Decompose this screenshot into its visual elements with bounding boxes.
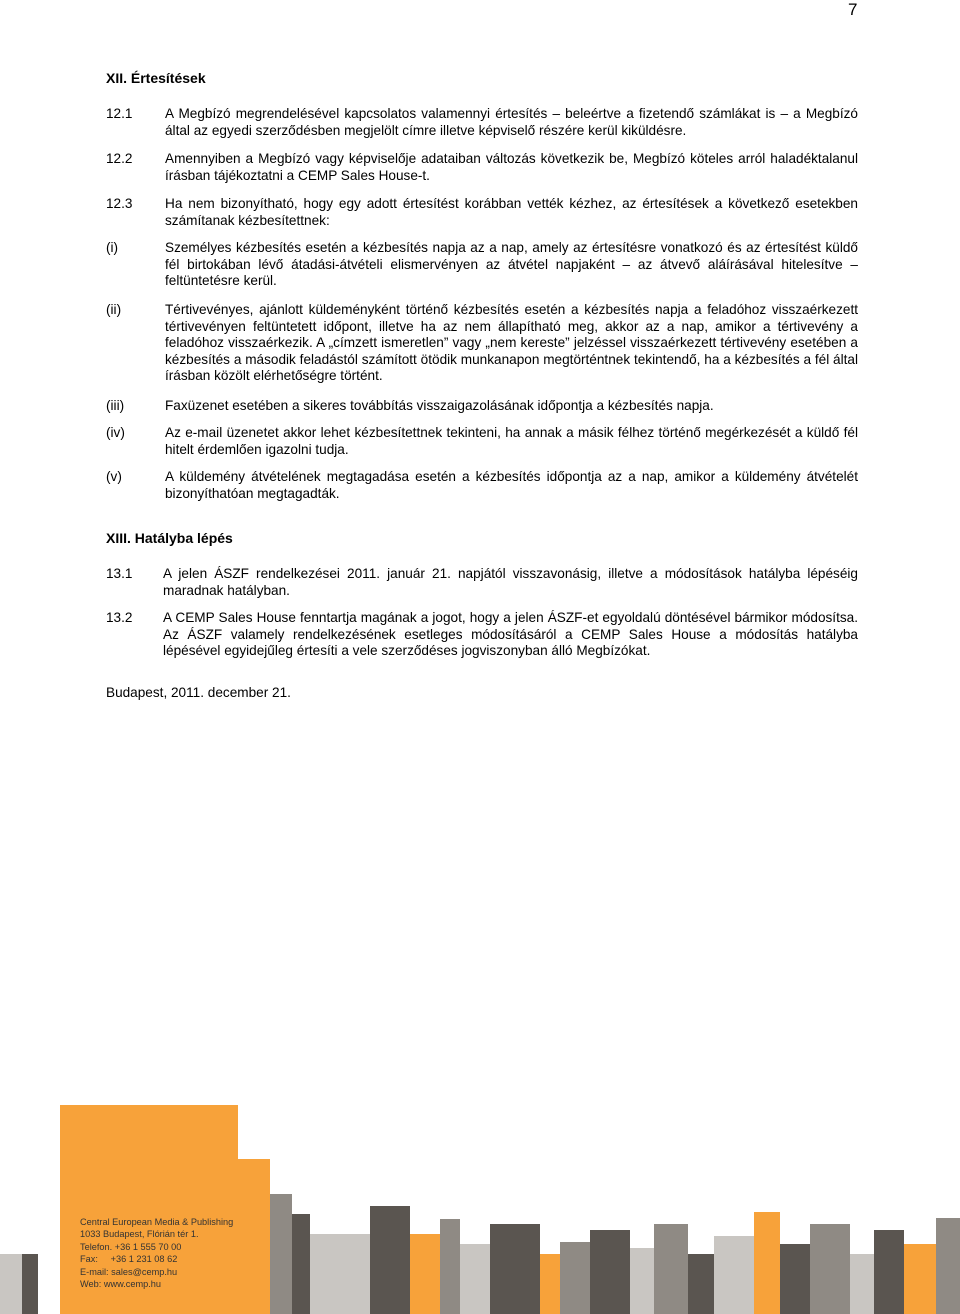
footer-company: Central European Media & Publishing <box>80 1217 234 1227</box>
subclause-iii <box>106 398 858 415</box>
footer-bar <box>590 1230 630 1314</box>
footer-bar <box>810 1224 850 1314</box>
footer-bar <box>440 1219 460 1314</box>
clause-number: 12.1 <box>106 106 133 121</box>
footer-bar <box>754 1212 780 1314</box>
footer-bar <box>936 1218 960 1314</box>
subclause-text: A küldemény átvételének megtagadása esetén a kézbesítés időpontja az a nap, amikor a küldemény átvételét bizonyíthatóan megtagadták. <box>165 469 858 501</box>
footer-bar <box>270 1194 292 1314</box>
footer-bar <box>560 1242 590 1314</box>
footer-bar <box>460 1244 490 1314</box>
footer-bar <box>630 1248 654 1314</box>
subclause-i <box>106 240 858 290</box>
footer-bar <box>654 1224 688 1314</box>
footer-contact <box>80 1216 233 1290</box>
subclause-number: (i) <box>106 240 119 255</box>
footer-phone: Telefon. +36 1 555 70 00 <box>80 1241 182 1252</box>
footer-bar <box>904 1244 936 1314</box>
clause-13-1 <box>106 566 858 599</box>
subclause-number: (v) <box>106 469 122 484</box>
subclause-text: Személyes kézbesítés esetén a kézbesítés napja az a nap, amely az értesítésre vonatkozó és az értesítést küldő fél birtokában lévő átadási-átvételi elismervényen az átvétel napjaként – az átvevő aláírásával hitelesítve – feltüntetésre kerül. <box>165 240 858 289</box>
closing-place-date: Budapest, 2011. december 21. <box>106 685 291 700</box>
footer-bar <box>874 1230 904 1314</box>
footer-fax: Fax: +36 1 231 08 62 <box>80 1254 178 1265</box>
footer-bar <box>410 1234 440 1314</box>
footer-bar <box>688 1254 714 1314</box>
footer-bar <box>22 1254 38 1314</box>
footer-bar <box>292 1214 310 1314</box>
footer-bar <box>780 1244 810 1314</box>
clause-text: Amennyiben a Megbízó vagy képviselője adataiban változás következik be, Megbízó köteles arról haladéktalanul írásban tájékoztatni a CEMP Sales House-t. <box>165 151 858 183</box>
subclause-number: (ii) <box>106 302 122 317</box>
clause-number: 12.2 <box>106 151 133 166</box>
footer-email: E-mail: sales@cemp.hu <box>80 1266 178 1277</box>
clause-number: 13.2 <box>106 610 133 625</box>
subclause-iv <box>106 425 858 458</box>
subclause-text: Faxüzenet esetében a sikeres továbbítás visszaigazolásának időpontja a kézbesítés napja. <box>165 398 714 413</box>
clause-number: 13.1 <box>106 566 133 581</box>
footer-bar <box>714 1236 754 1314</box>
subclause-v <box>106 469 858 502</box>
section-heading-xii: XII. Értesítések <box>106 70 206 86</box>
subclause-number: (iii) <box>106 398 125 413</box>
footer-address: 1033 Budapest, Flórián tér 1. <box>80 1229 199 1240</box>
clause-12-2 <box>106 151 858 184</box>
subclause-text: Az e-mail üzenetet akkor lehet kézbesítettnek tekinteni, ha annak a másik félhez történő megérkezését a küldő fél hitelt érdemlően igazolni tudja. <box>165 425 858 457</box>
clause-12-3 <box>106 196 858 229</box>
subclause-ii <box>106 302 858 385</box>
footer-bar <box>310 1234 370 1314</box>
footer-bar <box>490 1224 540 1314</box>
clause-number: 12.3 <box>106 196 133 211</box>
footer-bar <box>850 1254 874 1314</box>
footer-bar <box>540 1254 560 1314</box>
footer-bar <box>238 1159 270 1314</box>
footer-bar <box>370 1206 410 1314</box>
clause-12-1 <box>106 106 858 139</box>
subclause-text: Tértivevényes, ajánlott küldeményként történő kézbesítés esetén a kézbesítés napja a feladóhoz visszaérkezett tértivevényen feltüntetett időpont, illetve ha az nem állapítható meg, akkor az a nap, amikor a tértivevény a feladóhoz visszaérkezik. A „címzett ismeretlen” vagy „nem kereste” jelzéssel visszaérkezett tértivevény esetében a kézbesítés a második feladástól számított ötödik munkanapon megtörténtnek tekintendő, ha a kézbesítés a fél által írásban közölt elérhetőségre történt. <box>165 302 858 384</box>
clause-text: A Megbízó megrendelésével kapcsolatos valamennyi értesítés – beleértve a fizetendő számlákat is – a Megbízó által az egyedi szerződésben megjelölt címre illetve képviselő részére kerül kiküldésre. <box>165 106 858 138</box>
clause-text: A CEMP Sales House fenntartja magának a jogot, hogy a jelen ÁSZF-et egyoldalú döntésével bármikor módosítsa. Az ÁSZF valamely rendelkezésének esetleges módosításáról a CEMP Sales House a módosítás hatályba lépésével egyidejűleg értesíti a vele szerződéses jogviszonyban álló Megbízókat. <box>163 610 858 659</box>
clause-13-2 <box>106 610 858 660</box>
footer-web: Web: www.cemp.hu <box>80 1279 162 1290</box>
footer-bar <box>0 1254 22 1314</box>
section-heading-xiii: XIII. Hatályba lépés <box>106 530 233 546</box>
clause-text: Ha nem bizonyítható, hogy egy adott értesítést korábban vették kézhez, az értesítések a következő esetekben számítanak kézbesítettnek: <box>165 196 858 228</box>
clause-text: A jelen ÁSZF rendelkezései 2011. január 21. napjától visszavonásig, illetve a módosítások hatályba lépéséig maradnak hatályban. <box>163 566 858 598</box>
subclause-number: (iv) <box>106 425 125 440</box>
page-number: 7 <box>848 0 858 19</box>
